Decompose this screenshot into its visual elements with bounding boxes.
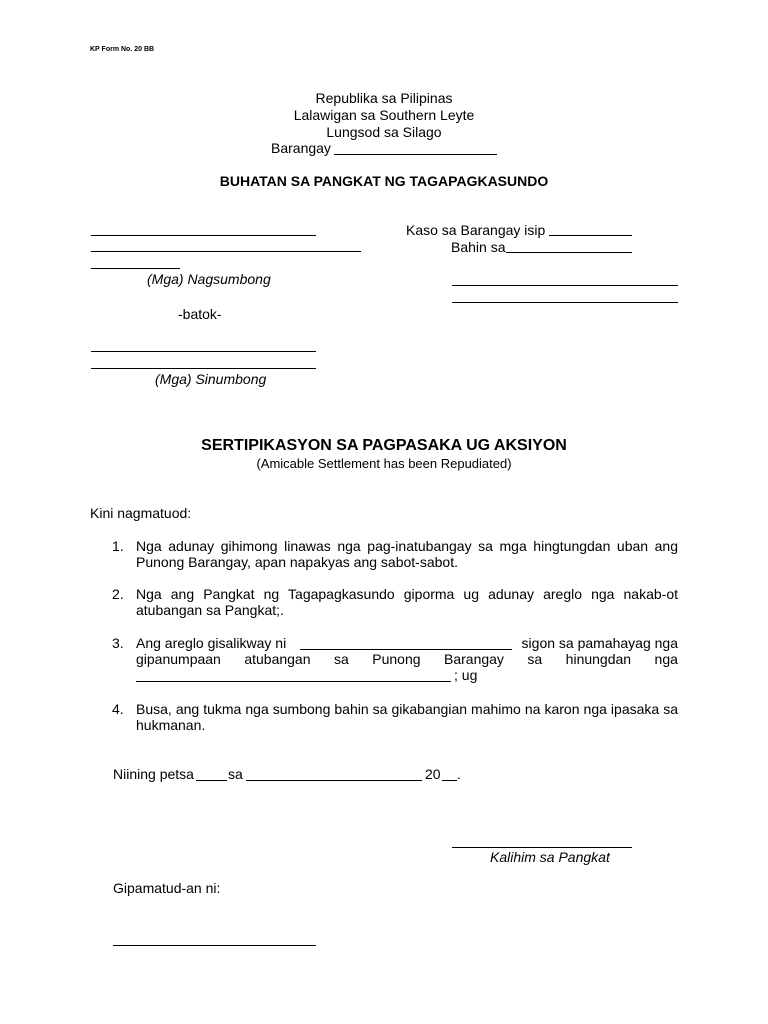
word: Barangay — [444, 651, 504, 667]
word: hinungdan — [565, 651, 632, 667]
office-title: BUHATAN SA PANGKAT NG TAGAPAGKASUNDO — [219, 173, 549, 189]
reason-blank[interactable] — [136, 681, 451, 682]
form-number: KP Form No. 20 BB — [90, 46, 155, 53]
word: gipanumpaan — [136, 651, 221, 667]
subject-blank-3[interactable] — [452, 302, 678, 303]
list-number: 1. — [112, 538, 124, 554]
attester-signature-line[interactable] — [113, 945, 316, 946]
list-text: ; ug — [454, 667, 478, 683]
complainant-blank-3[interactable] — [91, 268, 180, 269]
attested-label: Gipamatud-an ni: — [113, 880, 221, 896]
complainants-label: (Mga) Nagsumbong — [147, 271, 271, 287]
document-title: SERTIPIKASYON SA PAGPASAKA UG AKSIYON — [201, 437, 567, 454]
list-text: Nga adunay gihimong linawas nga pag-inatubangay sa mga hingtungdan uban ang Punong Barangay, apan napakyas ang sabot-sabot. — [136, 538, 678, 570]
list-item-2 — [112, 586, 678, 618]
list-text: sigon sa pamahayag nga — [521, 635, 678, 651]
list-text: Nga ang Pangkat ng Tagapagkasundo giporma ug adunay areglo nga nakab-ot atubangan sa Pangkat;. — [136, 586, 678, 618]
year-blank[interactable] — [442, 780, 457, 781]
republic-line: Republika sa Pilipinas — [315, 90, 453, 106]
word: sa — [527, 651, 543, 667]
list-item-3 — [112, 635, 678, 683]
date-end: . — [457, 766, 461, 782]
month-blank[interactable] — [246, 780, 422, 781]
city-line: Lungsod sa Silago — [326, 124, 442, 140]
versus-label: -batok- — [178, 306, 222, 322]
subject-blank[interactable] — [506, 252, 632, 253]
list-item-4 — [112, 701, 678, 733]
year-prefix: 20 — [425, 766, 441, 782]
respondents-label: (Mga) Sinumbong — [155, 371, 267, 387]
list-text: Ang areglo gisalikway ni — [136, 635, 287, 651]
list-item-1 — [112, 538, 678, 570]
word: sa — [333, 651, 349, 667]
province-line: Lalawigan sa Southern Leyte — [293, 107, 475, 123]
subject-blank-2[interactable] — [452, 285, 678, 286]
word: nga — [654, 651, 678, 667]
list-number: 2. — [112, 586, 124, 602]
list-number: 4. — [112, 701, 124, 717]
intro-text: Kini nagmatuod: — [90, 505, 192, 521]
respondent-blank-1[interactable] — [91, 351, 316, 352]
repudiator-blank[interactable] — [300, 649, 512, 650]
case-no-label: Kaso sa Barangay isip — [406, 222, 546, 238]
day-blank[interactable] — [196, 780, 227, 781]
barangay-blank[interactable] — [334, 154, 497, 155]
barangay-label: Barangay — [271, 140, 331, 156]
list-text-line — [136, 651, 678, 667]
respondent-blank-2[interactable] — [91, 368, 316, 369]
secretary-signature-line[interactable] — [452, 847, 632, 848]
case-no-blank[interactable] — [549, 235, 632, 236]
date-prefix: Niining petsa — [113, 766, 194, 782]
document-subtitle: (Amicable Settlement has been Repudiated) — [256, 456, 512, 471]
list-number: 3. — [112, 635, 124, 651]
letterhead — [0, 90, 768, 141]
date-sa: sa — [228, 766, 243, 782]
secretary-title: Kalihim sa Pangkat — [490, 849, 610, 865]
list-text: Busa, ang tukma nga sumbong bahin sa gikabangian mahimo na karon nga ipasaka sa hukmanan. — [136, 701, 678, 733]
complainant-blank-2[interactable] — [91, 251, 361, 252]
subject-label: Bahin sa — [451, 239, 506, 255]
word: Punong — [372, 651, 421, 667]
complainant-blank-1[interactable] — [91, 235, 316, 236]
word: atubangan — [244, 651, 311, 667]
